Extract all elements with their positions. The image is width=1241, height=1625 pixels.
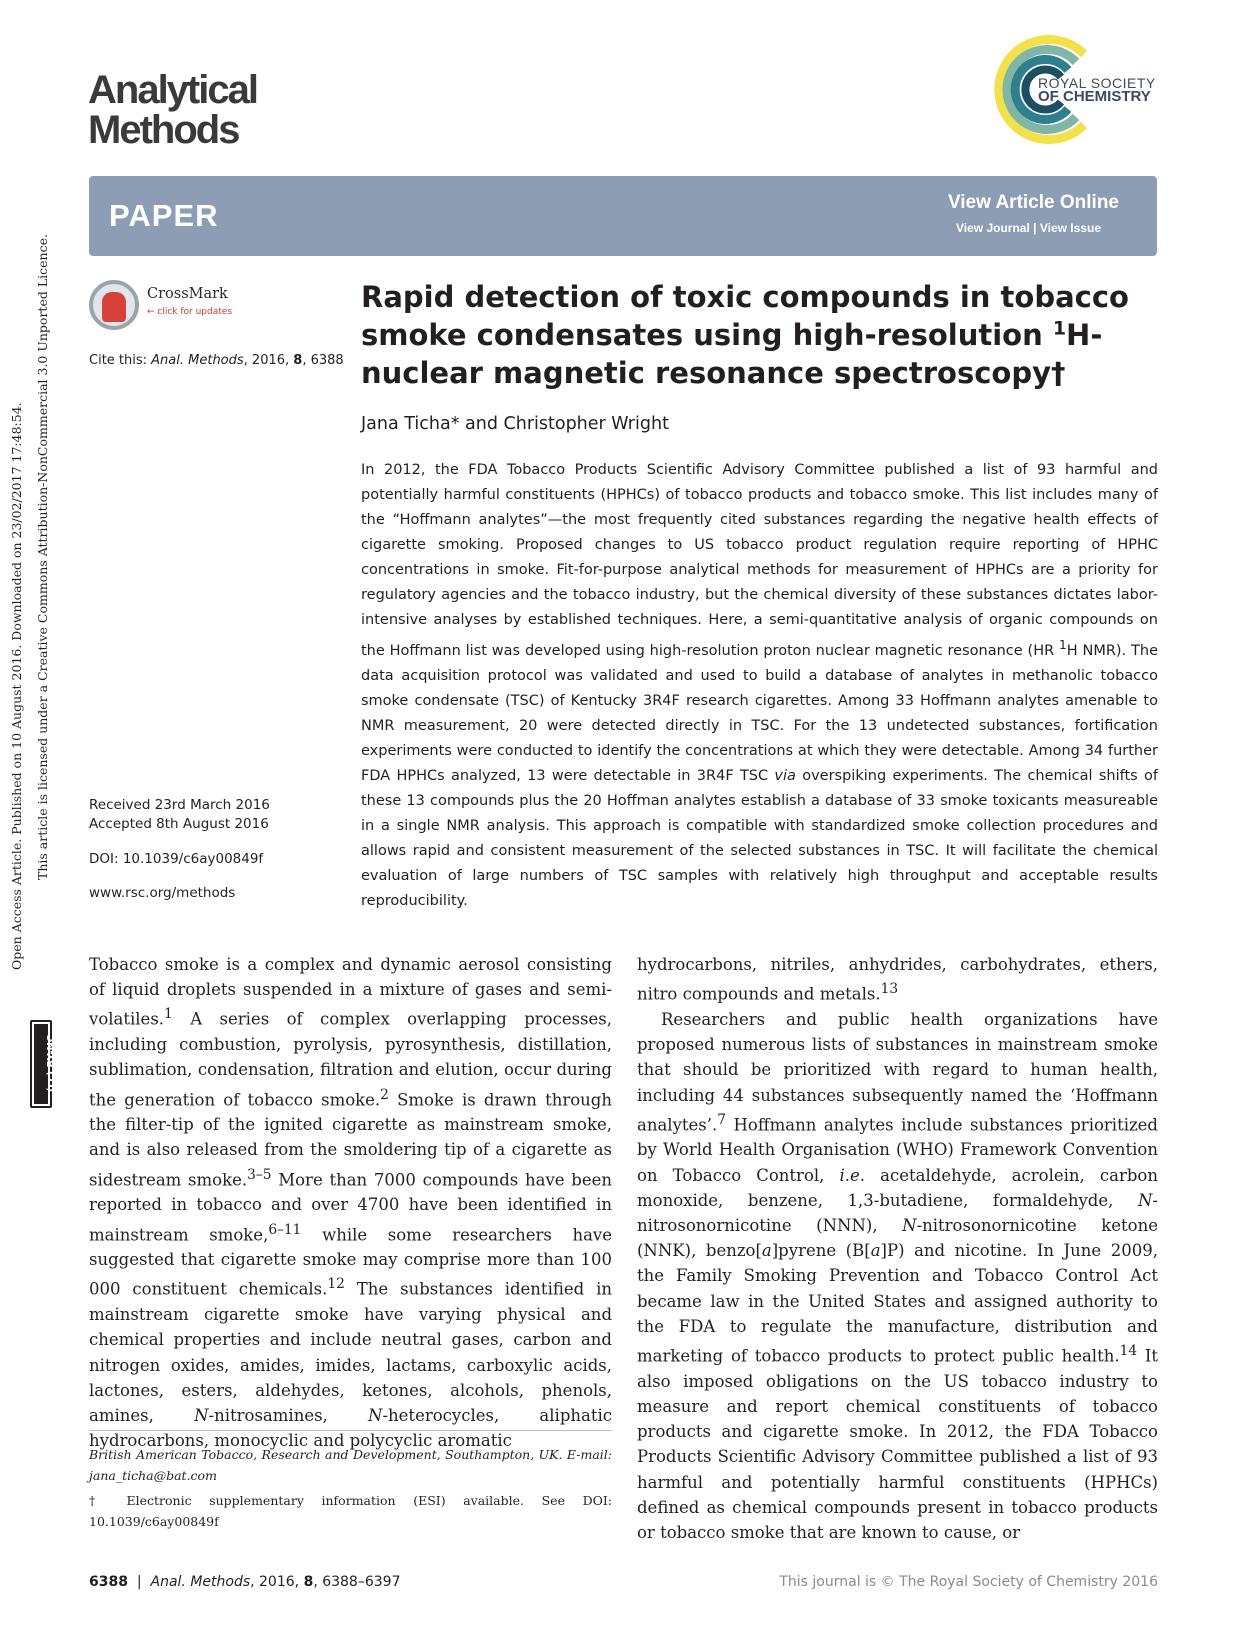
copyright-notice: This journal is © The Royal Society of Chemistry 2016	[779, 1574, 1158, 1590]
italic-n: N	[194, 1405, 209, 1425]
body-text: -nitrosonornicotine ketone (NNK), benzo[	[637, 1216, 1158, 1261]
footer-journal: Anal. Methods	[150, 1574, 251, 1590]
footer-volume: 8	[303, 1574, 314, 1590]
italic-n: N	[902, 1216, 917, 1236]
publisher-logo-line1: ROYAL SOCIETY	[1038, 75, 1156, 91]
abstract-via: via	[774, 767, 796, 784]
body-text: acetaldehyde, acrolein, carbon monoxide, benzene, 1,3-butadiene, formaldehyde,	[637, 1165, 1158, 1210]
authors: Jana Ticha* and Christopher Wright	[361, 414, 669, 434]
cc-badge-text: (cc) BY-NC	[46, 1034, 57, 1092]
body-text: hydrocarbons, nitriles, anhydrides, carbohydrates, ethers, nitro compounds and metals.	[637, 955, 1158, 1004]
view-issue-link[interactable]: View Issue	[1039, 221, 1101, 235]
italic-ie: i.e.	[839, 1165, 866, 1185]
crossmark-button[interactable]	[89, 280, 249, 332]
publisher-logo-line2: OF CHEMISTRY	[1038, 88, 1151, 105]
italic-n: N	[368, 1405, 383, 1425]
body-text: ]P) and nicotine. In June 2009, the Family Smoking Prevention and Tobacco Control Act became law in the United States and assigned authority to the FDA to regulate the manufacture, distribution and marketing of tobacco products to protect public health.	[637, 1241, 1158, 1366]
abstract-sup: 1	[1059, 638, 1067, 652]
crossmark-title: CrossMark	[147, 286, 228, 302]
reference-link[interactable]: 6–11	[268, 1221, 302, 1238]
footer-year: , 2016,	[250, 1574, 304, 1590]
body-text: Researchers and public health organizations have proposed numerous lists of substances in mainstream smoke that should be prioritized with regard to human health, including 44 substances subsequently named the ‘Hoffmann analytes’.	[637, 1009, 1158, 1135]
view-links-separator: |	[1029, 221, 1040, 235]
crossmark-subtitle: ← click for updates	[147, 307, 233, 317]
view-journal-link[interactable]: View Journal	[956, 221, 1030, 235]
body-text: Hoffmann analytes include substances prioritized by World Health Organisation (WHO) Framework Convention on Tobacco Control,	[637, 1115, 1158, 1185]
italic-a: a	[761, 1241, 772, 1261]
footnote-divider	[89, 1430, 612, 1431]
cite-label: Cite this:	[89, 353, 152, 368]
affiliation-footnote: British American Tobacco, Research and Development, Southampton, UK. E-mail: jana_ticha@bat.com	[89, 1447, 612, 1483]
doi[interactable]: DOI: 10.1039/c6ay00849f	[89, 851, 264, 867]
body-text: It also imposed obligations on the US tobacco industry to measure and report chemical constituents of tobacco products and cigarette smoke. In 2012, the FDA Tobacco Products Scientific Advisory Committee published a list of 93 harmful and potentially harmful constituents (HPHCs) defined as chemical compounds present in tobacco products or tobacco smoke that are known to cause, or	[637, 1346, 1158, 1542]
footer-pages: , 6388–6397	[313, 1574, 401, 1590]
body-text: while some researchers have suggested that cigarette smoke may comprise more than 100 000 constituent chemicals.	[89, 1225, 612, 1299]
page-number: 6388	[89, 1574, 128, 1590]
reference-link[interactable]: 12	[327, 1276, 345, 1293]
reference-link[interactable]: 13	[880, 981, 899, 998]
abstract-part3: overspiking experiments. The chemical shifts of these 13 compounds plus the 20 Hoffman analytes establish a database of 33 smoke toxicants measureable in a single NMR analysis. This approach is compatible with standardized smoke collection procedures and allows rapid and consistent measurement of the selected substances in TSC. It will facilitate the chemical evaluation of large numbers of TSC samples with relatively high throughput and acceptable results reproducibility.	[361, 767, 1158, 909]
abstract-part2: H NMR). The data acquisition protocol was validated and used to build a database of analytes in methanolic tobacco smoke condensate (TSC) of Kentucky 3R4F research cigarettes. Among 33 Hoffmann analytes amenable to NMR measurement, 20 were detected directly in TSC. For the 13 undetected substances, fortification experiments were conducted to identify the concentrations at which they were detectable. Among 34 further FDA HPHCs analyzed, 13 were detectable in 3R4F TSC	[361, 642, 1158, 784]
article-title-part2: H-nuclear magnetic resonance spectroscopy†	[361, 318, 1103, 390]
article-title-part1: Rapid detection of toxic compounds in tobacco smoke condensates using high-resolution	[361, 280, 1129, 352]
body-text: More than 7000 compounds have been reported in tobacco and over 4700 have been identified in mainstream smoke,	[89, 1170, 613, 1245]
journal-title-line2: Methods	[88, 108, 239, 152]
page-footer-citation	[89, 1574, 400, 1590]
body-text: Tobacco smoke is a complex and dynamic aerosol consisting of liquid droplets suspended in a mixture of gases and semi-volatiles.	[89, 955, 612, 1029]
reference-link[interactable]: 14	[1119, 1343, 1138, 1360]
reference-link[interactable]: 3–5	[247, 1166, 272, 1183]
cite-journal: Anal. Methods	[151, 353, 244, 368]
received-date: Received 23rd March 2016	[89, 797, 270, 813]
footnotes	[89, 1444, 612, 1536]
publisher-logo[interactable]	[984, 32, 1159, 147]
cite-volume: 8	[293, 353, 303, 368]
body-column-right	[637, 952, 1158, 1545]
body-text: -nitrosonornicotine (NNN),	[637, 1190, 1158, 1236]
italic-a: a	[870, 1241, 881, 1261]
view-links	[956, 221, 1101, 235]
open-access-notice[interactable]: Open Access Article. Published on 10 August 2016. Downloaded on 23/02/2017 17:48:54.	[9, 402, 24, 970]
abstract	[361, 458, 1158, 914]
body-text: ]pyrene (B[	[771, 1241, 871, 1261]
journal-url[interactable]: www.rsc.org/methods	[89, 885, 236, 901]
article-title	[361, 278, 1161, 392]
journal-title-line1: Analytical	[88, 68, 257, 112]
cc-by-nc-badge[interactable]	[30, 1020, 57, 1108]
body-column-left	[89, 952, 612, 1453]
citation	[89, 353, 344, 368]
journal-title	[88, 70, 348, 150]
body-text: -heterocycles, aliphatic hydrocarbons, monocyclic and polycyclic aromatic	[89, 1405, 612, 1451]
reference-link[interactable]: 2	[380, 1086, 389, 1103]
italic-n: N	[1137, 1190, 1153, 1210]
publisher-logo-text	[1038, 76, 1156, 104]
body-text: A series of complex overlapping processes, including combustion, pyrolysis, pyrosynthesis, distillation, sublimation, condensation, filtration and elution, occur during the generation of tobacco smoke.	[89, 1009, 612, 1110]
cite-year: , 2016,	[243, 353, 294, 368]
article-type-bar	[89, 176, 1157, 256]
crossmark-icon	[89, 280, 139, 330]
licence-notice[interactable]: This article is licensed under a Creative Commons Attribution-NonCommercial 3.0 Unported Licence.	[35, 234, 50, 880]
view-article-online-link[interactable]: View Article Online	[947, 192, 1119, 213]
article-type-label: PAPER	[109, 198, 219, 233]
footer-separator: |	[127, 1574, 151, 1590]
esi-footnote: † Electronic supplementary information (ESI) available. See DOI: 10.1039/c6ay00849f	[89, 1493, 612, 1529]
body-text: The substances identified in mainstream cigarette smoke have varying physical and chemical properties and include neutral gases, carbon and nitrogen oxides, amides, imides, lactams, carboxylic acids, lactones, esters, aldehydes, ketones, alcohols, phenols, amines,	[89, 1279, 612, 1425]
accepted-date: Accepted 8th August 2016	[89, 816, 269, 832]
cite-page: , 6388	[302, 353, 344, 368]
abstract-part1: In 2012, the FDA Tobacco Products Scientific Advisory Committee published a list of 93 harmful and potentially harmful constituents (HPHCs) of tobacco products and tobacco smoke. This list includes many of the “Hoffmann analytes”—the most frequently cited substances regarding the negative health effects of cigarette smoking. Proposed changes to US tobacco product regulation require reporting of HPHC concentrations in smoke. Fit-for-purpose analytical methods for measurement of HPHCs are a priority for regulatory agencies and the tobacco industry, but the chemical diversity of these substances dictates labor-intensive analyses by established techniques. Here, a semi-quantitative analysis of organic compounds on the Hoffmann list was developed using high-resolution proton nuclear magnetic resonance (HR	[361, 462, 1158, 659]
body-text: Smoke is drawn through the filter-tip of the ignited cigarette as mainstream smoke, and is also released from the smoldering tip of a cigarette as sidestream smoke.	[89, 1090, 612, 1190]
reference-link[interactable]: 1	[164, 1006, 173, 1023]
reference-link[interactable]: 7	[717, 1111, 727, 1128]
article-title-sup: 1	[1052, 317, 1067, 340]
body-text: -nitrosamines,	[208, 1405, 369, 1425]
